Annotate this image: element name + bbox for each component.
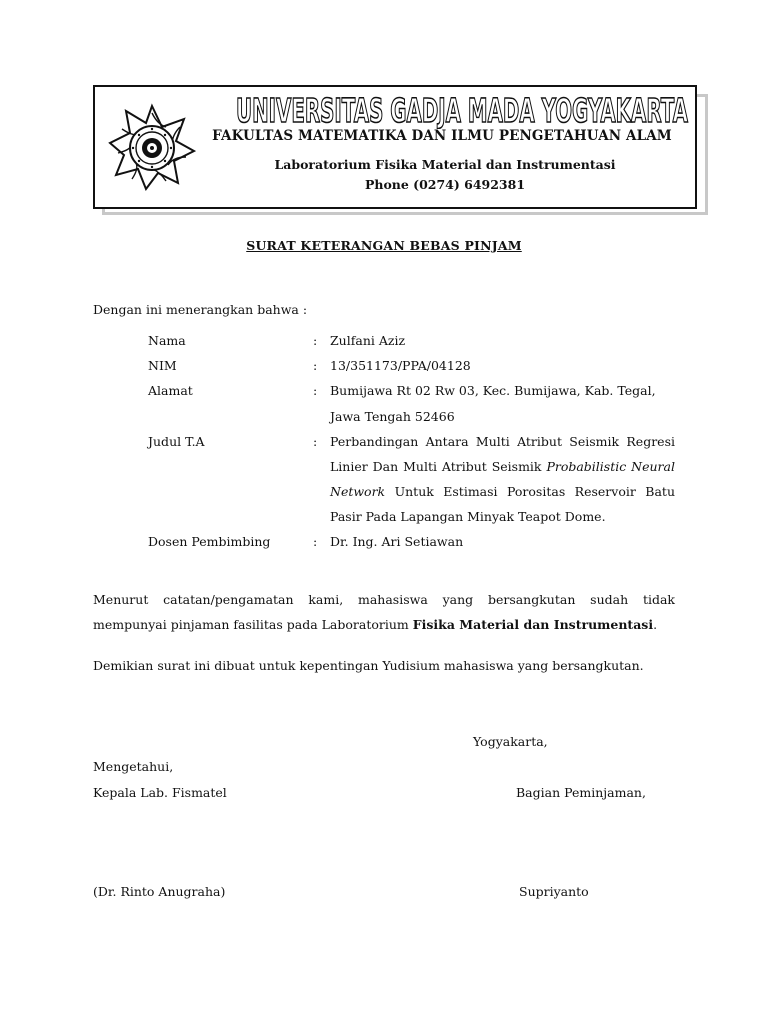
field-value-alamat-line1: Bumijawa Rt 02 Rw 03, Kec. Bumijawa, Kab. Tegal, xyxy=(330,383,656,398)
field-label-nama: Nama xyxy=(148,333,186,348)
field-label-judul: Judul T.A xyxy=(148,434,205,449)
statement-text: Menurut catatan/pengamatan kami, mahasiswa yang bersangkutan sudah tidak mempunyai pinjaman fasilitas pada Laboratorium xyxy=(93,592,675,632)
laboratory-name: Laboratorium Fisika Material dan Instrumentasi xyxy=(274,157,616,172)
field-label-nim: NIM xyxy=(148,358,177,373)
field-value-nama: Zulfani Aziz xyxy=(330,333,406,348)
field-colon: : xyxy=(313,358,318,373)
closing-paragraph: Demikian surat ini dibuat untuk kepentingan Yudisium mahasiswa yang bersangkutan. xyxy=(93,658,644,673)
judul-part2: Untuk Estimasi Porositas Reservoir Batu Pasir Pada Lapangan Minyak Teapot Dome. xyxy=(330,484,675,524)
field-colon: : xyxy=(313,333,318,348)
left-signer-name: (Dr. Rinto Anugraha) xyxy=(93,884,226,899)
field-value-judul xyxy=(330,429,675,529)
phone-number: Phone (0274) 6492381 xyxy=(364,177,526,192)
university-name: UNIVERSITAS GADJA MADA YOGYAKARTA xyxy=(236,91,689,129)
field-label-alamat: Alamat xyxy=(148,383,193,398)
field-label-dosen: Dosen Pembimbing xyxy=(148,534,271,549)
field-value-nim: 13/351173/PPA/04128 xyxy=(330,358,471,373)
laboratory-bold: Fisika Material dan Instrumentasi xyxy=(412,617,654,632)
judul-italic: Probabilistic Neural Network xyxy=(330,459,675,499)
right-signer-role: Bagian Peminjaman, xyxy=(516,785,646,800)
document-title: SURAT KETERANGAN BEBAS PINJAM xyxy=(246,238,522,253)
intro-text: Dengan ini menerangkan bahwa : xyxy=(93,302,308,317)
letterhead xyxy=(93,85,697,209)
field-colon: : xyxy=(313,434,318,449)
acknowledged-label: Mengetahui, xyxy=(93,759,174,774)
field-colon: : xyxy=(313,534,318,549)
right-signer-name: Supriyanto xyxy=(519,884,589,899)
statement-paragraph xyxy=(93,587,675,637)
signature-place: Yogyakarta, xyxy=(473,734,548,749)
ugm-seal-icon xyxy=(108,103,196,191)
statement-end: . xyxy=(653,617,658,632)
field-value-dosen: Dr. Ing. Ari Setiawan xyxy=(330,534,464,549)
university-wordmark xyxy=(231,89,693,129)
faculty-name: FAKULTAS MATEMATIKA DAN ILMU PENGETAHUAN ALAM xyxy=(212,128,672,144)
judul-part1: Perbandingan Antara Multi Atribut Seismik Regresi Linier Dan Multi Atribut Seismik xyxy=(330,434,675,474)
field-value-alamat-line2: Jawa Tengah 52466 xyxy=(330,409,455,424)
field-colon: : xyxy=(313,383,318,398)
left-signer-role: Kepala Lab. Fismatel xyxy=(93,785,227,800)
